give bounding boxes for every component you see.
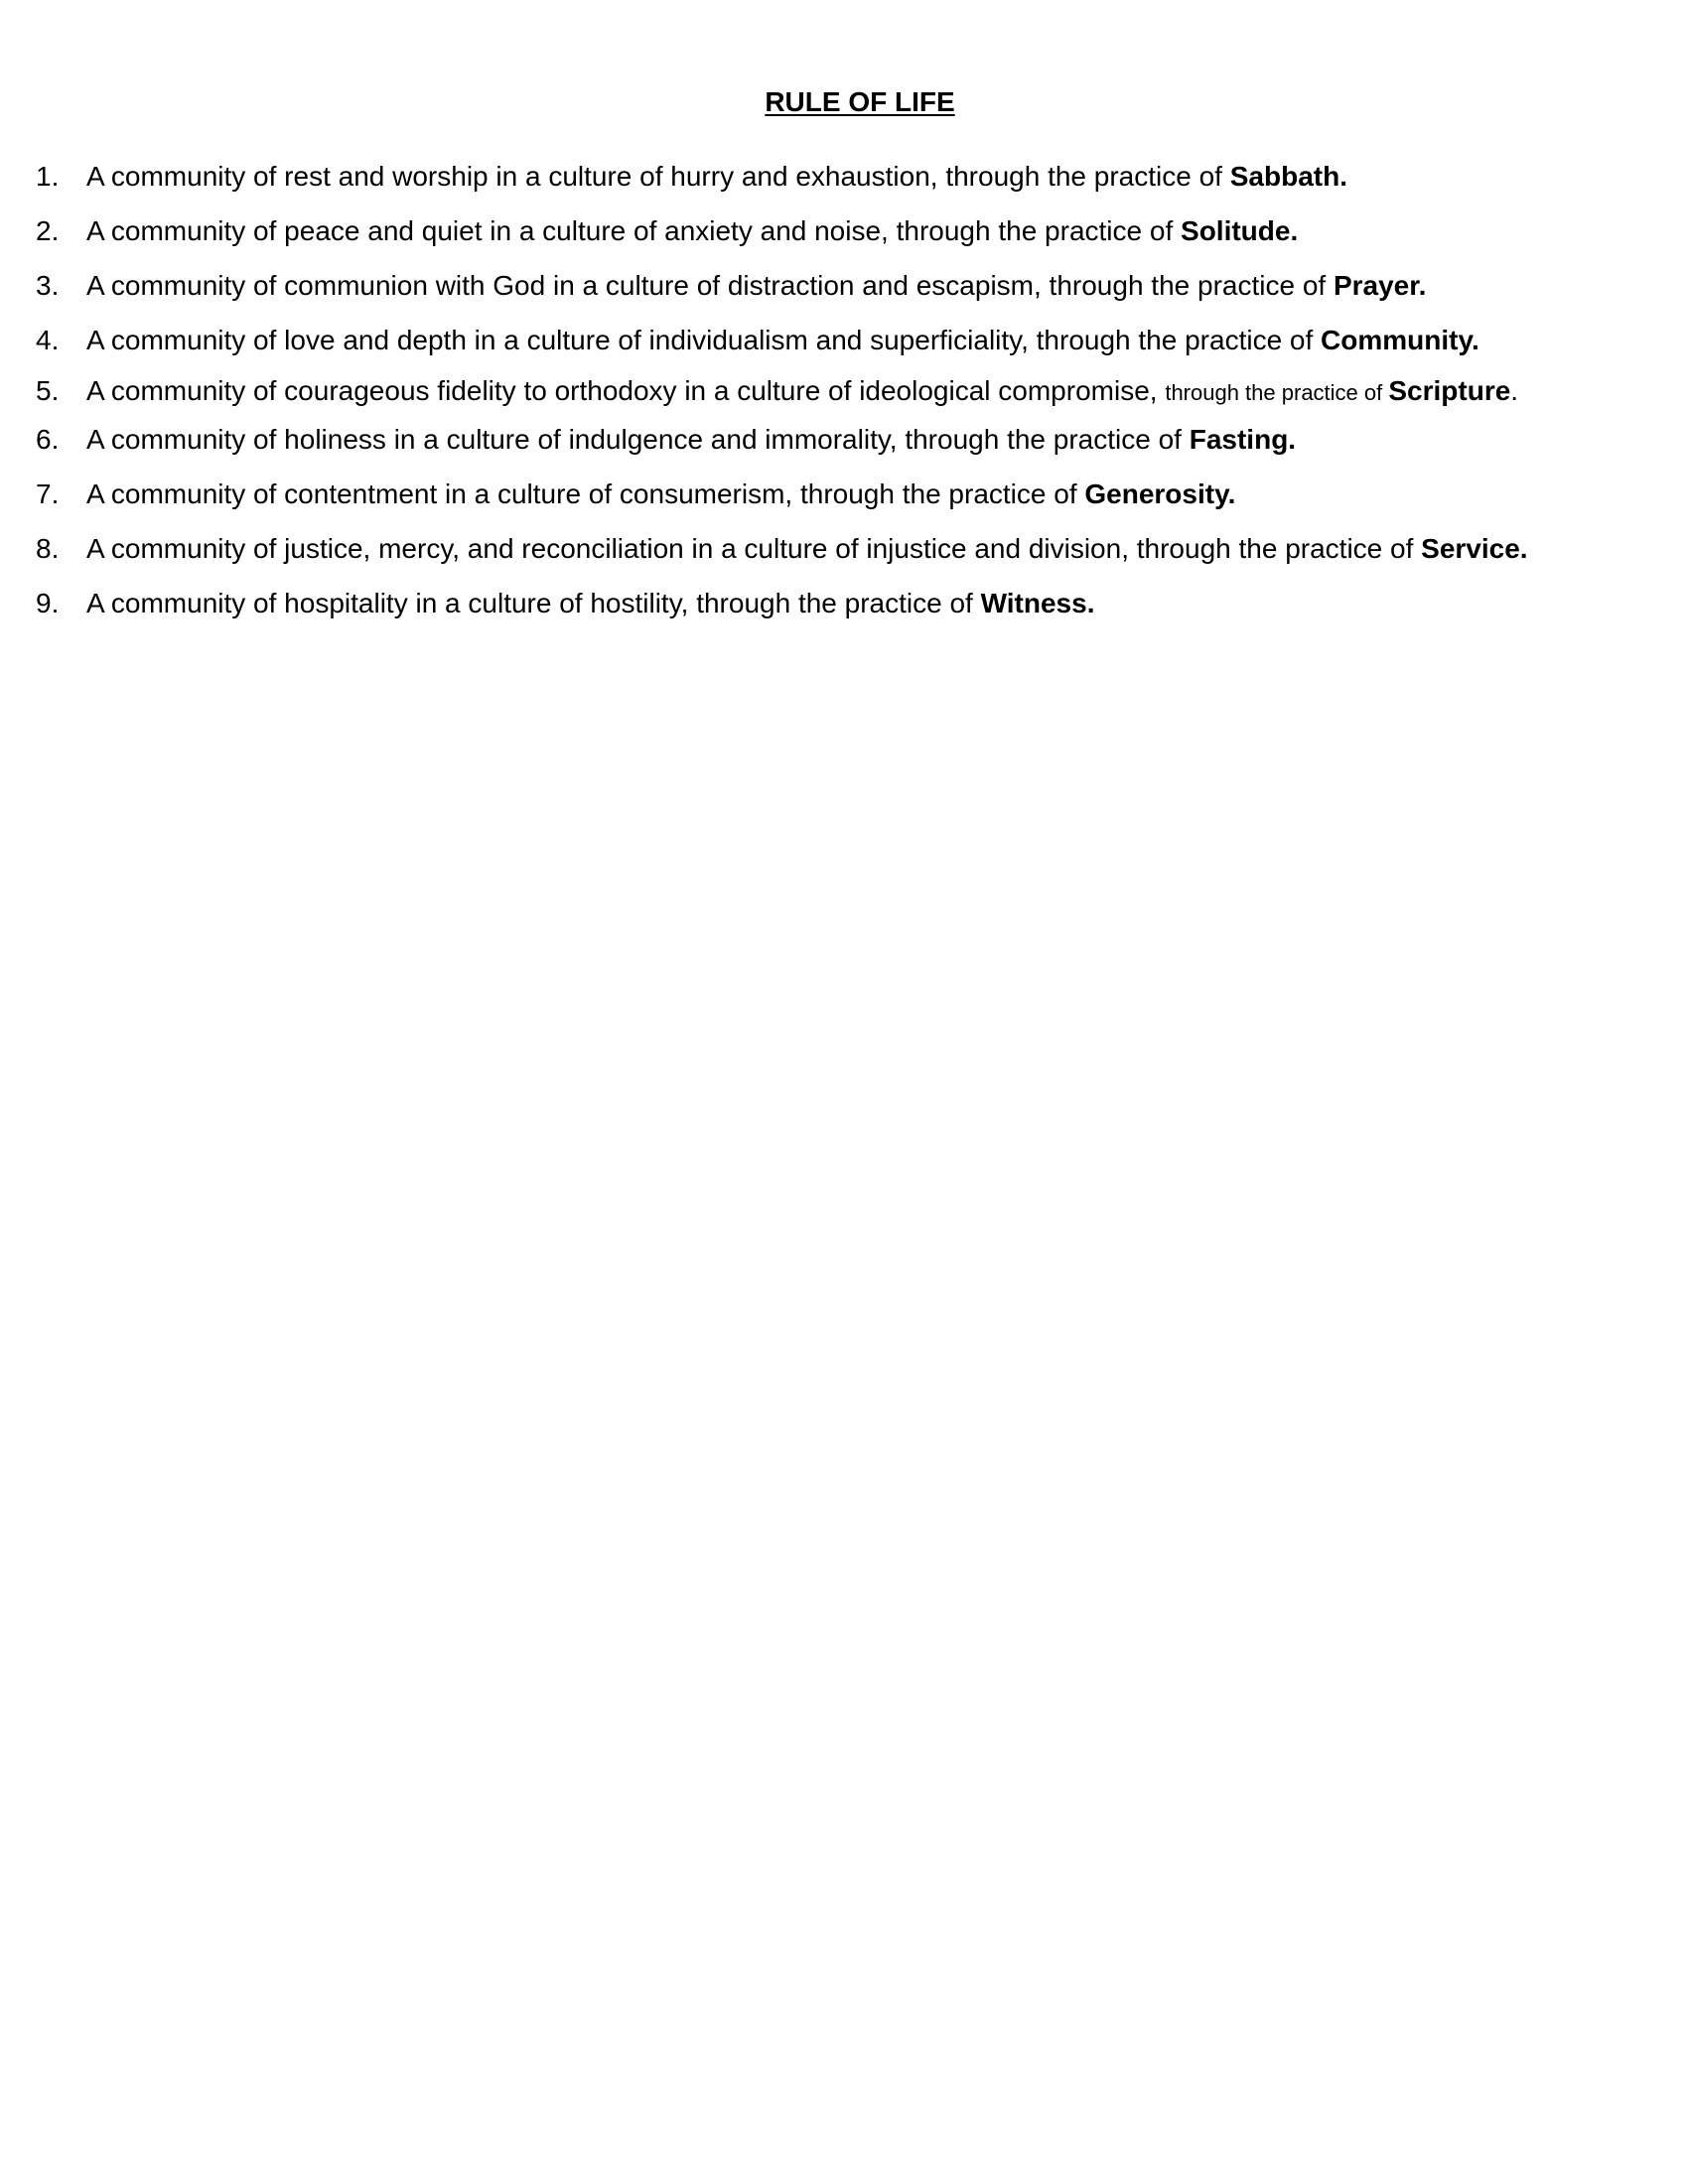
list-item-number: 3.: [36, 270, 60, 301]
practice-name: Service.: [1421, 533, 1528, 564]
list-item-number: 8.: [36, 533, 60, 564]
rule-description-small: through the practice of: [1165, 380, 1389, 405]
practice-name: Scripture: [1388, 375, 1511, 406]
list-item: [0, 477, 1688, 512]
list-item-number: 1.: [36, 161, 60, 192]
list-item: [0, 268, 1688, 304]
rule-description: A community of courageous fidelity to orthodoxy in a culture of ideological compromise,: [86, 375, 1166, 406]
list-item: [0, 213, 1688, 249]
rule-description: A community of justice, mercy, and reconciliation in a culture of injustice and division, through the practice of: [86, 533, 1422, 564]
rule-description: A community of love and depth in a culture of individualism and superficiality, through the practice of: [86, 325, 1322, 355]
rule-description: A community of rest and worship in a culture of hurry and exhaustion, through the practice of: [86, 161, 1230, 192]
list-item-text: [86, 586, 1094, 621]
list-item-number: 4.: [36, 325, 60, 355]
rule-description: A community of hospitality in a culture of hostility, through the practice of: [86, 588, 981, 618]
list-item-text: [86, 477, 1235, 512]
list-item-number: 5.: [36, 375, 60, 406]
list-item-text: [86, 213, 1298, 249]
list-item-text: [86, 531, 1528, 567]
practice-name: Generosity.: [1084, 478, 1236, 509]
list-item: [0, 373, 1688, 409]
list-item-text: [86, 323, 1479, 358]
practice-name: Solitude.: [1181, 215, 1299, 246]
practice-name: Witness.: [980, 588, 1095, 618]
practice-name: Prayer.: [1333, 270, 1427, 301]
list-item-number: 2.: [36, 215, 60, 246]
rule-description: A community of contentment in a culture of consumerism, through the practice of: [86, 478, 1085, 509]
list-item-text: [86, 159, 1347, 195]
rule-description: A community of peace and quiet in a culture of anxiety and noise, through the practice of: [86, 215, 1182, 246]
list-item: [0, 422, 1688, 458]
practice-name: Community.: [1321, 325, 1479, 355]
list-item: [0, 531, 1688, 567]
page-title: RULE OF LIFE: [765, 86, 955, 117]
rule-description: A community of holiness in a culture of indulgence and immorality, through the practice of: [86, 424, 1190, 455]
list-item-number: 9.: [36, 588, 60, 618]
trailing-period: .: [1510, 375, 1519, 406]
rule-description: A community of communion with God in a culture of distraction and escapism, through the practice of: [86, 270, 1334, 301]
list-item: [0, 159, 1688, 195]
list-item-text: [86, 373, 1518, 411]
list-item-text: [86, 268, 1426, 304]
list-item-text: [86, 422, 1296, 458]
practice-name: Sabbath.: [1229, 161, 1347, 192]
list-item: [0, 586, 1688, 621]
practice-name: Fasting.: [1189, 424, 1297, 455]
list-item-number: 6.: [36, 424, 60, 455]
list-item-number: 7.: [36, 478, 60, 509]
list-item: [0, 323, 1688, 358]
